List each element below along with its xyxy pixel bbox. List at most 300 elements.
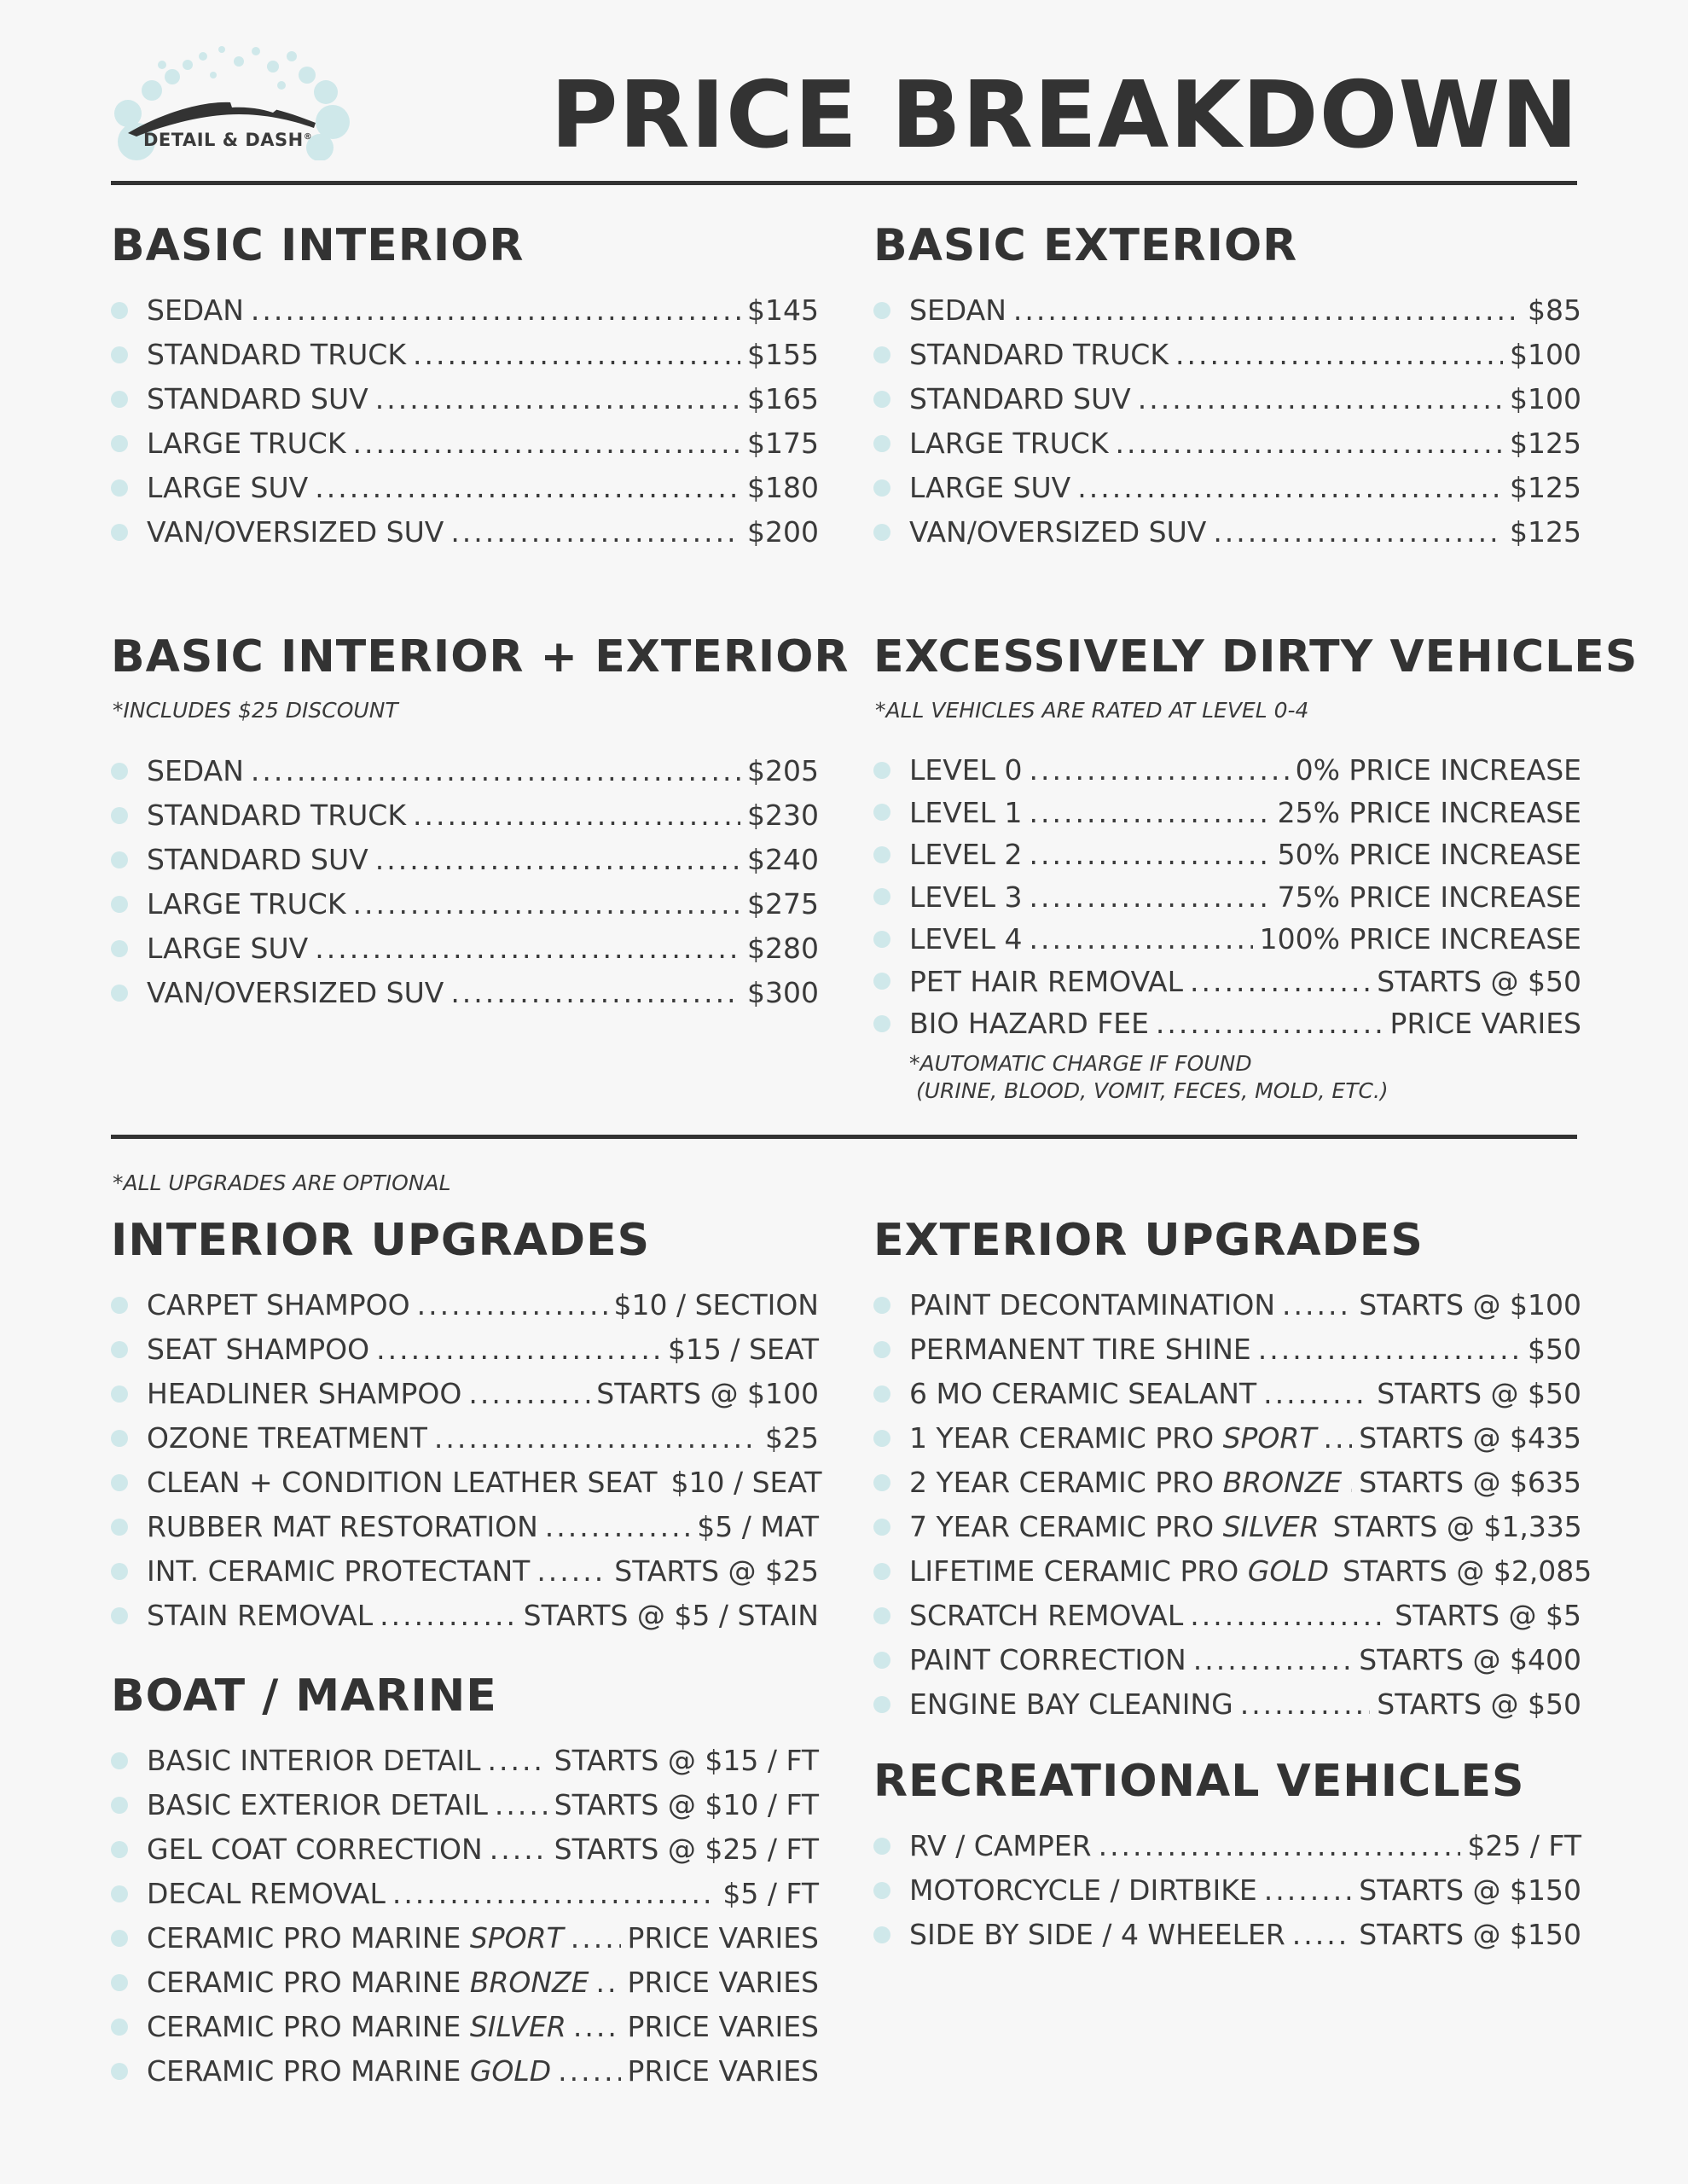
- section-heading: EXCESSIVELY DIRTY VEHICLES: [873, 631, 1639, 682]
- section-heading: EXTERIOR UPGRADES: [873, 1215, 1424, 1266]
- bullet-icon: [111, 985, 128, 1002]
- dot-leader: [251, 749, 740, 793]
- bullet-icon: [873, 1015, 890, 1032]
- item-name: CERAMIC PRO MARINE GOLD: [147, 2054, 552, 2088]
- bullet-icon: [111, 940, 128, 957]
- bullet-icon: [873, 762, 890, 779]
- item-name: OZONE TREATMENT: [147, 1421, 427, 1455]
- dot-leader: [450, 510, 740, 555]
- dot-leader: [1030, 876, 1271, 919]
- item-name: STANDARD SUV: [909, 382, 1131, 415]
- price-row: [111, 838, 819, 882]
- item-name: BASIC INTERIOR DETAIL: [147, 1744, 481, 1777]
- item-price: $230: [747, 799, 819, 832]
- bullet-icon: [111, 2018, 128, 2036]
- price-row: [873, 333, 1581, 377]
- price-row: [873, 1549, 1592, 1594]
- dot-leader: [537, 1549, 607, 1594]
- item-name: LARGE SUV: [147, 932, 309, 965]
- price-row: [111, 1827, 819, 1872]
- item-price: $240: [747, 843, 819, 876]
- item-name: STAIN REMOVAL: [147, 1599, 374, 1632]
- item-name: PAINT DECONTAMINATION: [909, 1288, 1276, 1321]
- item-name: LEVEL 3: [909, 880, 1023, 914]
- price-row: [873, 1594, 1581, 1638]
- bullet-icon: [873, 1385, 890, 1403]
- item-tier: SILVER: [1222, 1510, 1320, 1543]
- item-name: CERAMIC PRO MARINE SPORT: [147, 1921, 564, 1955]
- bullet-icon: [111, 896, 128, 913]
- price-row: [873, 421, 1581, 466]
- page-title: PRICE BREAKDOWN: [550, 62, 1579, 169]
- bullet-icon: [873, 931, 890, 948]
- dot-leader: [413, 333, 740, 377]
- item-name: SEAT SHAMPOO: [147, 1333, 370, 1366]
- section-heading: INTERIOR UPGRADES: [111, 1215, 651, 1266]
- dot-leader: [1099, 1824, 1461, 1868]
- bullet-icon: [873, 1430, 890, 1447]
- price-row: [873, 1461, 1581, 1505]
- bullet-icon: [111, 1841, 128, 1858]
- item-price: $155: [747, 338, 819, 371]
- bullet-icon: [873, 1341, 890, 1358]
- price-row: [111, 1549, 819, 1594]
- bullet-icon: [873, 479, 890, 497]
- bullet-icon: [873, 346, 890, 363]
- item-price: $145: [747, 293, 819, 327]
- price-row: [873, 1327, 1581, 1372]
- item-price: STARTS @ $1,335: [1332, 1510, 1582, 1543]
- item-price: STARTS @ $10 / FT: [554, 1788, 819, 1821]
- section-heading: BASIC EXTERIOR: [873, 220, 1298, 271]
- price-row: [111, 377, 819, 421]
- dot-leader: [251, 288, 740, 333]
- price-row: [111, 1283, 819, 1327]
- dot-leader: [1138, 377, 1503, 421]
- exterior-upgrades-section: [873, 1215, 1592, 1727]
- dot-leader: [487, 1739, 547, 1783]
- bullet-icon: [111, 391, 128, 408]
- price-row: [873, 1824, 1581, 1868]
- item-price: STARTS @ $50: [1377, 1377, 1581, 1410]
- price-row: [873, 510, 1581, 555]
- item-price: $280: [747, 932, 819, 965]
- price-row: [873, 1913, 1581, 1957]
- dot-leader: [1213, 510, 1503, 555]
- bullet-icon: [873, 1519, 890, 1536]
- price-row: [111, 1372, 819, 1416]
- price-row: [111, 749, 819, 793]
- dot-leader: [1030, 749, 1289, 792]
- item-name: PAINT CORRECTION: [909, 1643, 1186, 1676]
- item-price: $300: [747, 976, 819, 1009]
- bullet-icon: [111, 763, 128, 780]
- dot-leader: [490, 1827, 548, 1872]
- item-name: MOTORCYCLE / DIRTBIKE: [909, 1873, 1257, 1907]
- item-name: LARGE TRUCK: [147, 427, 346, 460]
- item-name: STANDARD TRUCK: [909, 338, 1169, 371]
- item-name: RV / CAMPER: [909, 1829, 1092, 1862]
- dot-leader: [1190, 961, 1370, 1003]
- dot-leader: [573, 2005, 621, 2049]
- price-row: [111, 1461, 822, 1505]
- bullet-icon: [873, 1563, 890, 1580]
- item-name: CERAMIC PRO MARINE BRONZE: [147, 1966, 589, 1999]
- dot-leader: [1240, 1682, 1371, 1727]
- interior-upgrades-section: [111, 1215, 822, 1638]
- item-price: 100% PRICE INCREASE: [1259, 922, 1581, 956]
- dot-leader: [1030, 834, 1271, 876]
- bullet-icon: [873, 1607, 890, 1624]
- section-heading: RECREATIONAL VEHICLES: [873, 1756, 1525, 1807]
- bullet-icon: [111, 524, 128, 541]
- dot-leader: [380, 1594, 517, 1638]
- item-name: BIO HAZARD FEE: [909, 1007, 1149, 1040]
- bullet-icon: [111, 1930, 128, 1947]
- bullet-icon: [111, 1385, 128, 1403]
- bullet-icon: [873, 435, 890, 452]
- item-price: $125: [1510, 427, 1581, 460]
- dot-leader: [1349, 1461, 1352, 1505]
- price-row: [111, 1916, 819, 1960]
- price-row: [111, 1872, 819, 1916]
- item-name: LEVEL 0: [909, 753, 1023, 787]
- item-price: STARTS @ $100: [1359, 1288, 1581, 1321]
- price-row: [873, 1868, 1581, 1913]
- bullet-icon: [111, 1607, 128, 1624]
- dot-leader: [1282, 1283, 1352, 1327]
- item-name: LEVEL 2: [909, 838, 1023, 871]
- item-tier: SPORT: [469, 1921, 564, 1955]
- item-name: STANDARD TRUCK: [147, 799, 406, 832]
- dot-leader: [352, 882, 740, 926]
- price-row: [873, 1002, 1581, 1045]
- item-price: STARTS @ $435: [1359, 1421, 1581, 1455]
- dot-leader: [1263, 1372, 1370, 1416]
- item-name: 2 YEAR CERAMIC PRO BRONZE: [909, 1466, 1343, 1499]
- price-row: [111, 1739, 819, 1783]
- bullet-icon: [111, 302, 128, 319]
- brand-logo: [102, 41, 358, 160]
- price-row: [873, 1682, 1581, 1727]
- dot-leader: [375, 377, 740, 421]
- dot-leader: [1292, 1913, 1353, 1957]
- item-price: STARTS @ $50: [1377, 1687, 1581, 1721]
- item-price: $175: [747, 427, 819, 460]
- price-row: [111, 793, 819, 838]
- item-name: PERMANENT TIRE SHINE: [909, 1333, 1251, 1366]
- dot-leader: [1115, 421, 1503, 466]
- item-price: STARTS @ $5: [1395, 1599, 1581, 1632]
- item-price: PRICE VARIES: [627, 1966, 819, 1999]
- bullet-icon: [873, 1474, 890, 1491]
- bullet-icon: [873, 302, 890, 319]
- bullet-icon: [873, 1652, 890, 1669]
- dot-leader: [596, 1960, 621, 2005]
- item-price: 50% PRICE INCREASE: [1277, 838, 1581, 871]
- bullet-icon: [111, 346, 128, 363]
- price-row: [873, 466, 1581, 510]
- item-name: STANDARD SUV: [147, 382, 368, 415]
- bullet-icon: [873, 1882, 890, 1899]
- item-name: LARGE SUV: [909, 471, 1071, 504]
- item-name: LEVEL 1: [909, 795, 1023, 829]
- price-row: [111, 2049, 819, 2094]
- item-name: SCRATCH REMOVAL: [909, 1599, 1184, 1632]
- item-name: LARGE TRUCK: [909, 427, 1109, 460]
- dot-leader: [1258, 1327, 1521, 1372]
- bullet-icon: [111, 435, 128, 452]
- price-row: [111, 1783, 819, 1827]
- item-price: STARTS @ $50: [1377, 964, 1581, 998]
- bullet-icon: [111, 1430, 128, 1447]
- item-price: PRICE VARIES: [627, 2054, 819, 2088]
- bullet-icon: [111, 1752, 128, 1769]
- item-price: $180: [747, 471, 819, 504]
- dot-leader: [392, 1872, 716, 1916]
- price-row: [873, 1283, 1581, 1327]
- bullet-icon: [111, 1974, 128, 1991]
- dot-leader: [468, 1372, 589, 1416]
- section-heading: BOAT / MARINE: [111, 1670, 497, 1722]
- price-row: [873, 876, 1581, 919]
- item-name: VAN/OVERSIZED SUV: [909, 515, 1207, 549]
- item-price: PRICE VARIES: [1389, 1007, 1581, 1040]
- dot-leader: [1030, 792, 1271, 834]
- bio-hazard-note-line: (URINE, BLOOD, VOMIT, FECES, MOLD, ETC.): [916, 1077, 1389, 1103]
- dot-leader: [315, 466, 740, 510]
- item-price: $15 / SEAT: [667, 1333, 819, 1366]
- bullet-icon: [111, 851, 128, 868]
- upgrades-note: *ALL UPGRADES ARE OPTIONAL: [113, 1170, 451, 1195]
- dot-leader: [434, 1416, 758, 1461]
- item-tier: SILVER: [469, 2010, 566, 2043]
- bullet-icon: [873, 804, 890, 821]
- item-name: SEDAN: [909, 293, 1006, 327]
- item-name: HEADLINER SHAMPOO: [147, 1377, 462, 1410]
- item-price: 25% PRICE INCREASE: [1277, 795, 1581, 829]
- item-name: LIFETIME CERAMIC PRO GOLD: [909, 1554, 1330, 1588]
- item-name: 7 YEAR CERAMIC PRO SILVER: [909, 1510, 1320, 1543]
- dot-leader: [571, 1916, 621, 1960]
- item-name: VAN/OVERSIZED SUV: [147, 976, 444, 1009]
- item-price: STARTS @ $100: [596, 1377, 819, 1410]
- bullet-icon: [873, 846, 890, 863]
- item-tier: GOLD: [1247, 1554, 1330, 1588]
- price-row: [873, 749, 1581, 792]
- price-row: [873, 961, 1581, 1003]
- item-price: STARTS @ $25 / FT: [554, 1833, 819, 1866]
- price-row: [111, 288, 819, 333]
- dot-leader: [558, 2049, 620, 2094]
- bullet-icon: [111, 807, 128, 824]
- price-row: [873, 918, 1581, 961]
- price-row: [111, 510, 819, 555]
- dot-leader: [1175, 333, 1503, 377]
- bullet-icon: [873, 1297, 890, 1314]
- bullet-icon: [111, 1297, 128, 1314]
- item-price: $125: [1510, 471, 1581, 504]
- price-row: [111, 421, 819, 466]
- bullet-icon: [111, 1519, 128, 1536]
- item-price: $275: [747, 887, 819, 921]
- price-row: [111, 971, 819, 1015]
- price-row: [873, 1416, 1581, 1461]
- bullet-icon: [873, 524, 890, 541]
- divider-middle: [111, 1135, 1577, 1139]
- boat-marine-section: [111, 1670, 819, 2094]
- item-price: $5 / FT: [722, 1877, 819, 1910]
- dot-leader: [315, 926, 740, 971]
- bullet-icon: [111, 1474, 128, 1491]
- item-price: PRICE VARIES: [627, 2010, 819, 2043]
- price-row: [111, 926, 819, 971]
- item-price: $25 / FT: [1467, 1829, 1581, 1862]
- dot-leader: [1013, 288, 1521, 333]
- item-name: SEDAN: [147, 754, 244, 787]
- item-tier: SPORT: [1222, 1421, 1317, 1455]
- item-price: $125: [1510, 515, 1581, 549]
- item-price: STARTS @ $25: [614, 1554, 819, 1588]
- price-row: [111, 1327, 819, 1372]
- item-name: 6 MO CERAMIC SEALANT: [909, 1377, 1257, 1410]
- item-price: $10 / SEAT: [670, 1466, 822, 1499]
- item-name: SEDAN: [147, 293, 244, 327]
- recreational-vehicles-section: [873, 1756, 1581, 1957]
- dot-leader: [352, 421, 740, 466]
- item-price: PRICE VARIES: [627, 1921, 819, 1955]
- item-name: CERAMIC PRO MARINE SILVER: [147, 2010, 566, 2043]
- dot-leader: [376, 1327, 661, 1372]
- price-row: [873, 1638, 1581, 1682]
- item-name: VAN/OVERSIZED SUV: [147, 515, 444, 549]
- dot-leader: [417, 1283, 607, 1327]
- item-price: STARTS @ $635: [1359, 1466, 1581, 1499]
- divider-top: [111, 181, 1577, 185]
- dot-leader: [1264, 1868, 1353, 1913]
- item-name: CARPET SHAMPOO: [147, 1288, 410, 1321]
- item-price: $165: [747, 382, 819, 415]
- item-price: STARTS @ $400: [1359, 1643, 1581, 1676]
- price-row: [111, 882, 819, 926]
- item-name: STANDARD SUV: [147, 843, 368, 876]
- item-price: 75% PRICE INCREASE: [1277, 880, 1581, 914]
- price-row: [873, 792, 1581, 834]
- item-price: $5 / MAT: [697, 1510, 819, 1543]
- section-note: *INCLUDES $25 DISCOUNT: [113, 698, 398, 723]
- basic-exterior-section: [873, 220, 1581, 555]
- item-name: 1 YEAR CERAMIC PRO SPORT: [909, 1421, 1317, 1455]
- dot-leader: [450, 971, 740, 1015]
- dot-leader: [545, 1505, 690, 1549]
- item-name: LARGE TRUCK: [147, 887, 346, 921]
- bullet-icon: [111, 2063, 128, 2080]
- section-heading: BASIC INTERIOR: [111, 220, 525, 271]
- bullet-icon: [873, 391, 890, 408]
- item-price: 0% PRICE INCREASE: [1295, 753, 1581, 787]
- item-name: DECAL REMOVAL: [147, 1877, 386, 1910]
- section-note: *ALL VEHICLES ARE RATED AT LEVEL 0-4: [875, 698, 1309, 723]
- dot-leader: [1030, 918, 1253, 961]
- bullet-icon: [873, 1926, 890, 1943]
- price-row: [873, 1505, 1581, 1549]
- dot-leader: [1324, 1416, 1353, 1461]
- item-price: $50: [1528, 1333, 1581, 1366]
- price-row: [873, 1372, 1581, 1416]
- item-name: LEVEL 4: [909, 922, 1023, 956]
- item-price: $100: [1510, 338, 1581, 371]
- dot-leader: [375, 838, 740, 882]
- item-name: BASIC EXTERIOR DETAIL: [147, 1788, 488, 1821]
- item-tier: BRONZE: [1222, 1466, 1343, 1499]
- item-price: $100: [1510, 382, 1581, 415]
- basic-interior-section: [111, 220, 819, 555]
- item-price: $25: [765, 1421, 819, 1455]
- item-tier: BRONZE: [469, 1966, 589, 1999]
- basic-combo-section: [111, 631, 850, 1015]
- item-price: STARTS @ $5 / STAIN: [523, 1599, 819, 1632]
- item-price: STARTS @ $150: [1359, 1873, 1581, 1907]
- item-name: LARGE SUV: [147, 471, 309, 504]
- brand-name: DETAIL & DASH®: [143, 130, 313, 150]
- dot-leader: [495, 1783, 548, 1827]
- item-price: $200: [747, 515, 819, 549]
- item-price: STARTS @ $15 / FT: [554, 1744, 819, 1777]
- bullet-icon: [873, 888, 890, 905]
- item-name: SIDE BY SIDE / 4 WHEELER: [909, 1918, 1285, 1951]
- bio-hazard-note: [909, 1050, 1581, 1105]
- item-name: INT. CERAMIC PROTECTANT: [147, 1554, 531, 1588]
- item-price: $85: [1528, 293, 1581, 327]
- price-row: [111, 1505, 819, 1549]
- bullet-icon: [111, 1563, 128, 1580]
- item-tier: GOLD: [469, 2054, 552, 2088]
- price-row: [873, 377, 1581, 421]
- price-row: [111, 1594, 819, 1638]
- price-row: [111, 1416, 819, 1461]
- price-row: [111, 1960, 819, 2005]
- bullet-icon: [111, 1797, 128, 1814]
- dot-leader: [1190, 1594, 1388, 1638]
- item-price: STARTS @ $2,085: [1343, 1554, 1592, 1588]
- bullet-icon: [873, 973, 890, 990]
- item-name: CLEAN + CONDITION LEATHER SEAT: [147, 1466, 658, 1499]
- bio-hazard-note-line: *AUTOMATIC CHARGE IF FOUND: [909, 1050, 1252, 1076]
- section-heading: BASIC INTERIOR + EXTERIOR: [111, 631, 850, 682]
- item-price: STARTS @ $150: [1359, 1918, 1581, 1951]
- item-name: STANDARD TRUCK: [147, 338, 406, 371]
- dot-leader: [413, 793, 740, 838]
- item-name: GEL COAT CORRECTION: [147, 1833, 483, 1866]
- item-price: $10 / SECTION: [613, 1288, 819, 1321]
- item-price: $205: [747, 754, 819, 787]
- item-name: RUBBER MAT RESTORATION: [147, 1510, 538, 1543]
- price-row: [111, 2005, 819, 2049]
- bullet-icon: [111, 1341, 128, 1358]
- price-row: [111, 466, 819, 510]
- price-row: [111, 333, 819, 377]
- bullet-icon: [111, 1885, 128, 1902]
- item-name: PET HAIR REMOVAL: [909, 964, 1184, 998]
- dot-leader: [1193, 1638, 1353, 1682]
- item-name: ENGINE BAY CLEANING: [909, 1687, 1233, 1721]
- bullet-icon: [873, 1838, 890, 1855]
- bullet-icon: [111, 479, 128, 497]
- dot-leader: [1156, 1002, 1383, 1045]
- bullet-icon: [873, 1696, 890, 1713]
- price-row: [873, 834, 1581, 876]
- price-row: [873, 288, 1581, 333]
